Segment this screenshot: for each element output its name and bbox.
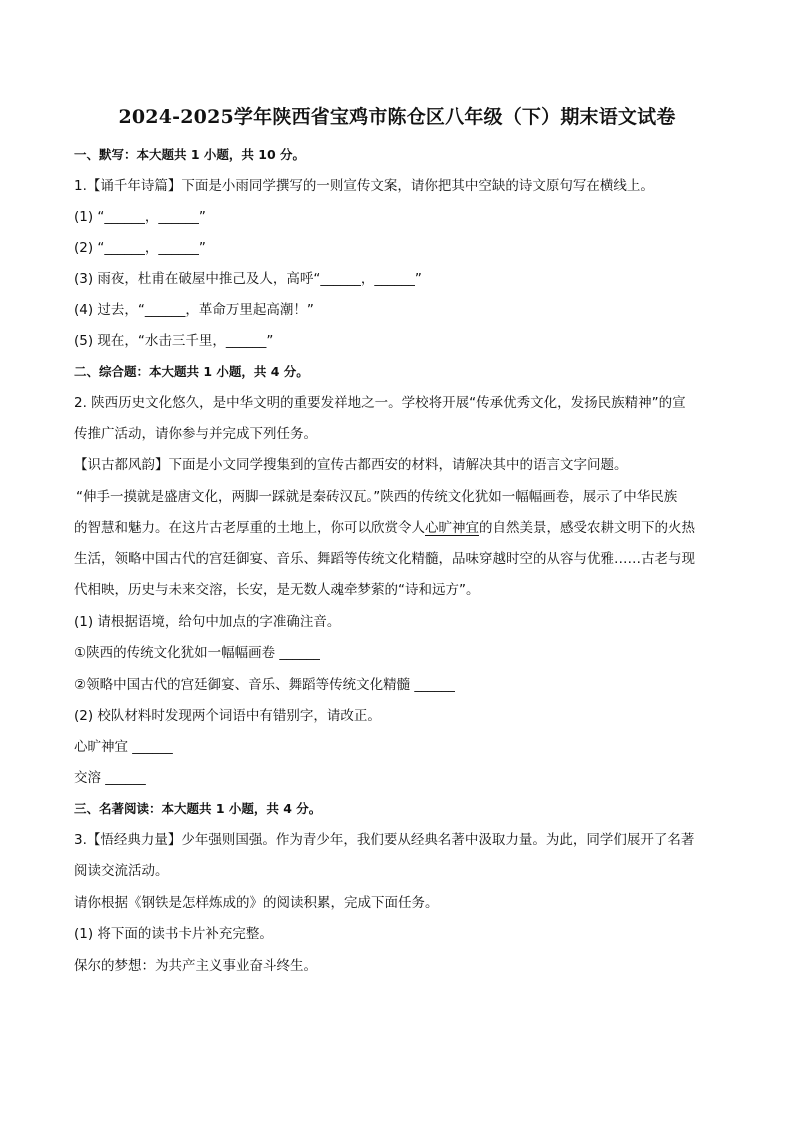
sub-question-2-a: 心旷神宜 ______	[74, 739, 173, 755]
sub-question-1-b: ②领略中国古代的宫廷御宴、音乐、舞蹈等传统文化精髓 ______	[74, 677, 455, 693]
section-heading-3: 三、名著阅读：本大题共 1 小题，共 4 分。	[74, 801, 322, 816]
question-3-line-3: 请你根据《钢铁是怎样炼成的》的阅读积累，完成下面任务。	[74, 895, 439, 911]
question-1-item-5: (5) 现在，“水击三千里，______”	[74, 333, 274, 349]
question-3-line-1: 3.【悟经典力量】少年强则国强。作为青少年，我们要从经典名著中汲取力量。为此，同学们展开了名著	[74, 832, 695, 848]
question-3-line-2: 阅读交流活动。	[74, 863, 169, 879]
material-line-2	[74, 518, 695, 538]
question-2-line-1: 2. 陕西历史文化悠久，是中华文明的重要发祥地之一。学校将开展“传承优秀文化，发扬民族精神”的宣	[74, 395, 686, 411]
question-3-sub-1: (1) 将下面的读书卡片补充完整。	[74, 926, 273, 942]
material-line-4: 代相映，历史与未来交溶，长安，是无数人魂牵梦萦的“诗和远方”。	[74, 582, 480, 598]
question-1-item-2: (2) “______，______”	[74, 240, 206, 256]
section-heading-1: 一、默写：本大题共 1 小题，共 10 分。	[74, 147, 306, 162]
section-heading-2: 二、综合题：本大题共 1 小题，共 4 分。	[74, 364, 309, 379]
page-title: 2024-2025学年陕西省宝鸡市陈仓区八年级（下）期末语文试卷	[118, 106, 676, 128]
question-1-intro: 1.【诵千年诗篇】下面是小雨同学撰写的一则宣传文案，请你把其中空缺的诗文原句写在横线上。	[74, 178, 654, 194]
task-title: 【识古都风韵】下面是小文同学搜集到的宣传古都西安的材料，请解决其中的语言文字问题。	[74, 457, 628, 473]
question-1-item-3: (3) 雨夜，杜甫在破屋中推己及人，高呼“______，______”	[74, 271, 422, 287]
material-line-3: 生活，领略中国古代的宫廷御宴、音乐、舞蹈等传统文化精髓，品味穿越时空的从容与优雅……古老与现	[74, 551, 695, 567]
underlined-word: 心旷神宜	[425, 520, 479, 536]
sub-question-2-b: 交溶 ______	[74, 770, 146, 786]
sub-question-1: (1) 请根据语境，给句中加点的字准确注音。	[74, 614, 341, 630]
material-line-2-b: 的自然美景，感受农耕文明下的火热	[479, 520, 695, 536]
sub-question-2: (2) 校队材料时发现两个词语中有错别字，请改正。	[74, 708, 381, 724]
question-2-line-2: 传推广活动，请你参与并完成下列任务。	[74, 426, 317, 442]
dream-line: 保尔的梦想：为共产主义事业奋斗终生。	[74, 958, 317, 974]
sub-question-1-a: ①陕西的传统文化犹如一幅幅画卷 ______	[74, 645, 320, 661]
material-line-2-a: 的智慧和魅力。在这片古老厚重的土地上，你可以欣赏令人	[74, 520, 425, 536]
material-line-1: “伸手一摸就是盛唐文化，两脚一踩就是秦砖汉瓦。”陕西的传统文化犹如一幅幅画卷，展示了中华民族	[76, 489, 678, 505]
question-1-item-4: (4) 过去，“______，革命万里起高潮！”	[74, 302, 314, 318]
question-1-item-1: (1) “______，______”	[74, 209, 206, 225]
